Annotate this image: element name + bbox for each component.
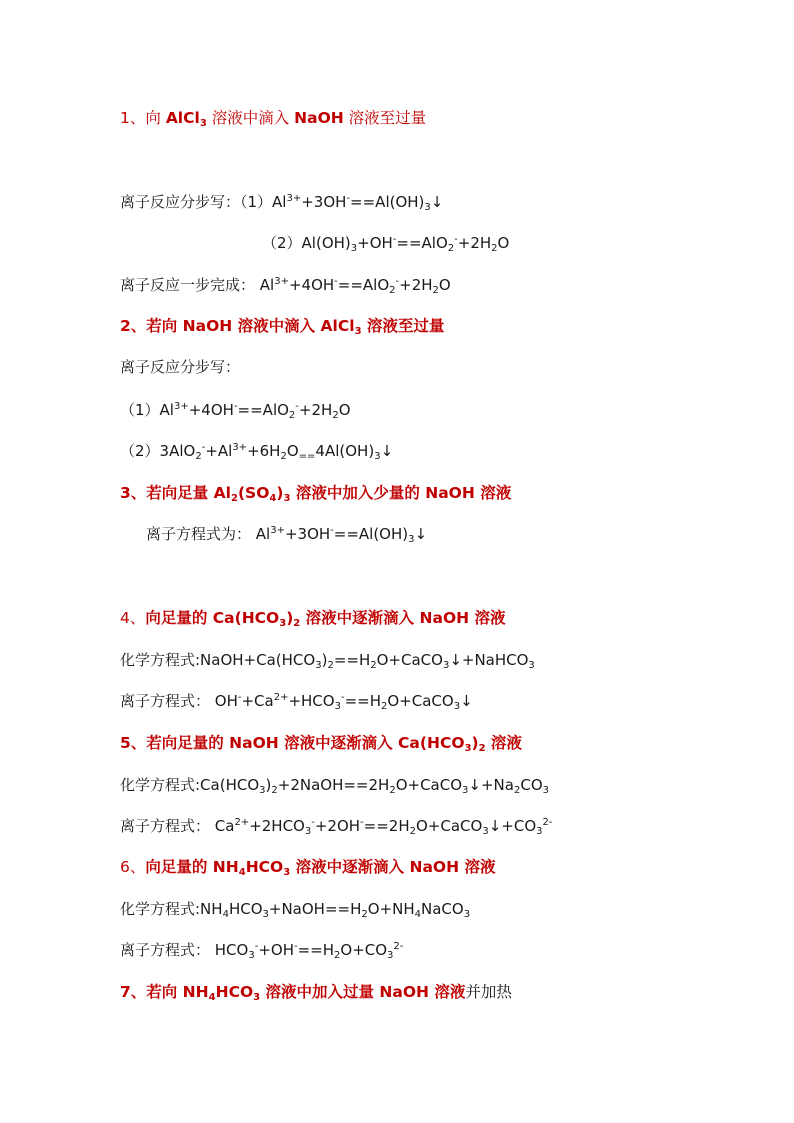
equation-6-ionic: 离子方程式： $HCO_3^-+OH^-==H_2O+CO_3^{2-}$ [120,941,404,961]
equation-3: 离子方程式为： $Al^{3+}+3OH^-==Al(OH)_3↓$ [146,525,428,545]
equation-1-step2: $(2)Al(OH)_3+OH^-==AlO_2^-+2H_2O$ [262,234,510,254]
equation-5-ionic: 离子方程式： $Ca^{2+}+2HCO_3^-+2OH^-==2H_2O+CaCO_3↓+CO_3^{2-}$ [120,817,553,837]
heading-1: 1、向 AlCl$_3$ 溶液中滴入 NaOH 溶液至过量 [120,109,427,129]
section-2-label: 离子反应分步写： [120,358,241,376]
equation-6-chemical: 化学方程式$:NH_4HCO_3+NaOH==H_2O+NH_4NaCO_3$ [120,900,471,920]
equation-5-chemical: 化学方程式$:Ca(HCO_3)_2+2NaOH==2H_2O+CaCO_3↓+Na_2CO_3$ [120,776,549,796]
equation-2-step2: $(2)3AlO_2^-+Al^{3+}+6H_2O_{==}4Al(OH)_3↓$ [120,442,394,462]
equation-1-step1: 离子反应分步写：$(1)Al^{3+}+3OH^-==Al(OH)_3↓$ [120,193,444,213]
equation-2-step1: $(1)Al^{3+}+4OH^-==AlO_2^-+2H_2O$ [120,401,351,421]
heading-6: 6、向足量的 $NH_4HCO_3$ 溶液中逐渐滴入 NaOH 溶液 [120,858,496,878]
heading-3: 3、若向足量 $Al_2(SO_4)_3$ 溶液中加入少量的 NaOH 溶液 [120,484,512,504]
heading-5: 5、若向足量的 NaOH 溶液中逐渐滴入 $Ca(HCO_3)_2$ 溶液 [120,734,522,754]
equation-4-ionic: 离子方程式： $OH^-+Ca^{2+}+HCO_3^-==H_2O+CaCO_3↓$ [120,692,473,712]
equation-4-chemical: 化学方程式$:NaOH+Ca(HCO_3)_2==H_2O+CaCO_3↓+NaHCO_3$ [120,651,535,671]
equation-1-onestep: 离子反应一步完成： $Al^{3+}+4OH^-==AlO_2^-+2H_2O$ [120,276,451,296]
heading-7: 7、若向 $NH_4HCO_3$ 溶液中加入过量 NaOH 溶液并加热 [120,983,512,1003]
heading-4: 4、向足量的 $Ca(HCO_3)_2$ 溶液中逐渐滴入 NaOH 溶液 [120,609,506,629]
heading-2: 2、若向 NaOH 溶液中滴入 AlCl$_3$ 溶液至过量 [120,317,445,337]
